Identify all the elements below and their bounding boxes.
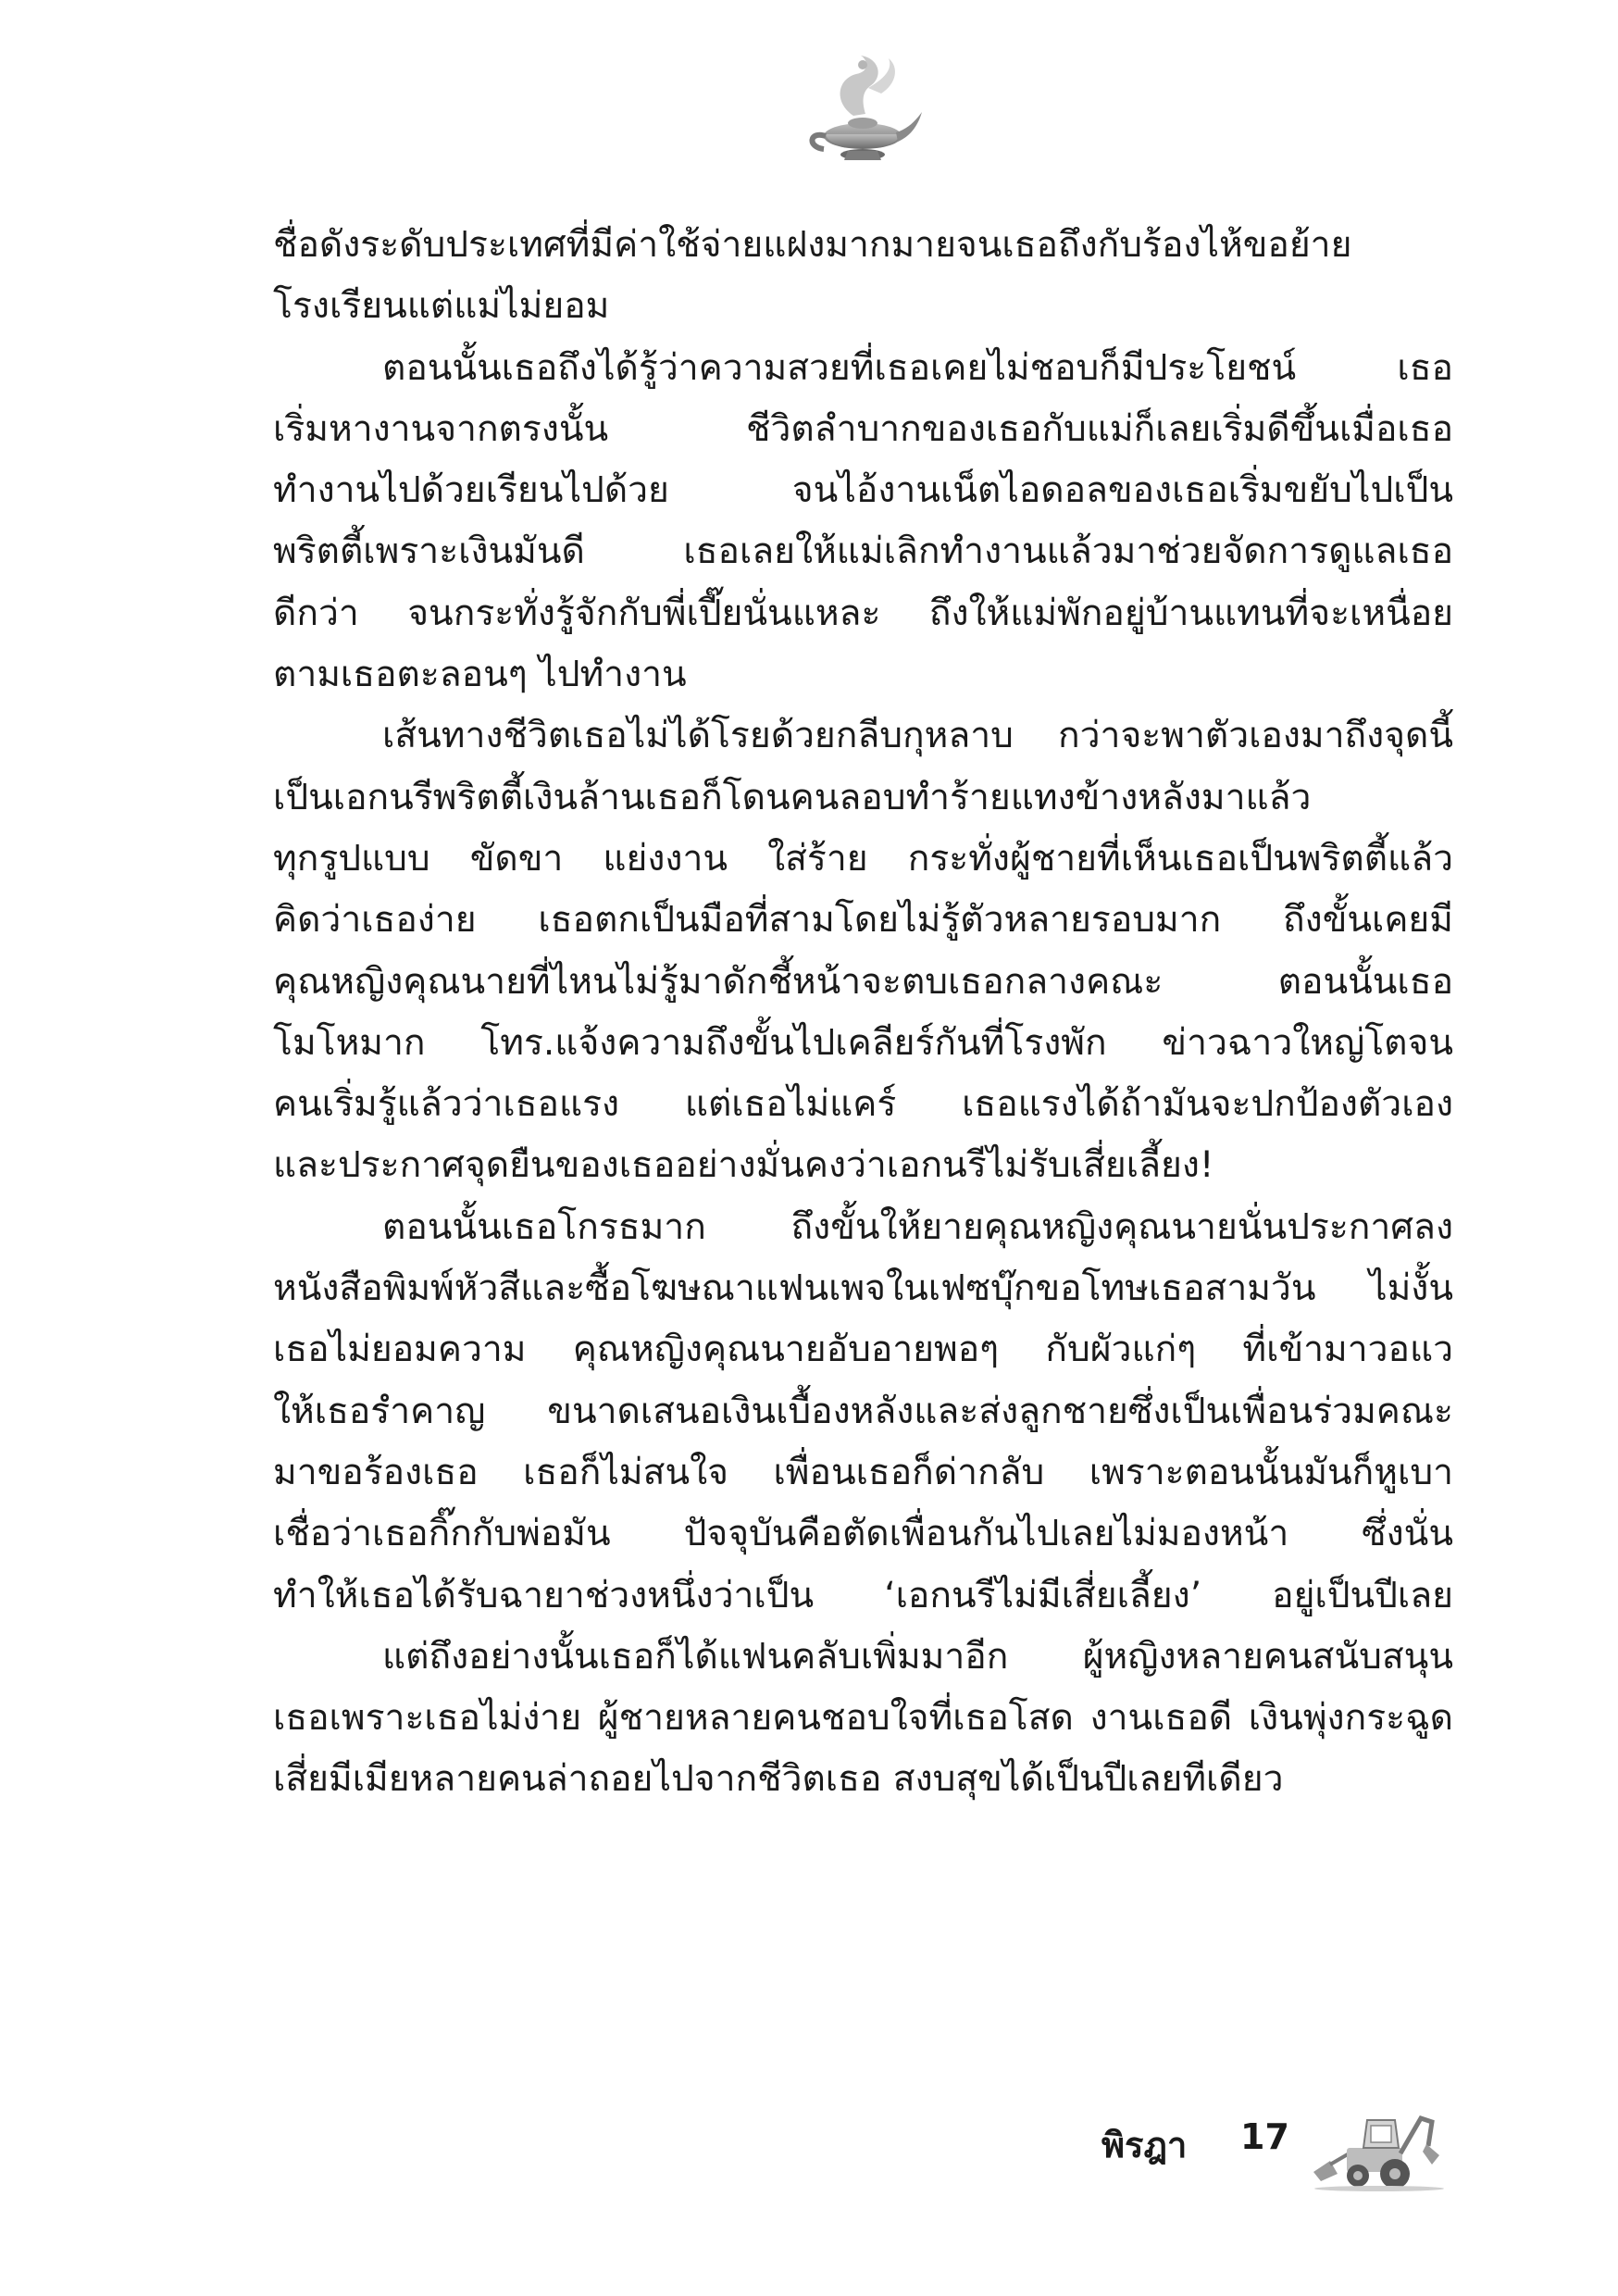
text-line: โมโหมาก โทร.แจ้งความถึงขั้นไปเคลียร์กันที่โรงพัก ข่าวฉาวใหญ่โตจน <box>273 1021 1453 1064</box>
text-line: ตามเธอตะลอนๆ ไปทำงาน <box>273 654 687 696</box>
text-line: ตอนนั้นเธอโกรธมาก ถึงขั้นให้ยายคุณหญิงคุณนายนั่นประกาศลง <box>382 1205 1453 1248</box>
text-line: และประกาศจุดยืนของเธออย่างมั่นคงว่าเอกนรีไม่รับเสี่ยเลี้ยง! <box>273 1144 1214 1187</box>
text-line: ให้เธอรำคาญ ขนาดเสนอเงินเบื้องหลังและส่งลูกชายซึ่งเป็นเพื่อนร่วมคณะ <box>273 1390 1453 1432</box>
text-line: ทำให้เธอได้รับฉายาช่วงหนึ่งว่าเป็น ‘เอกนรีไม่มีเสี่ยเลี้ยง’ อยู่เป็นปีเลย <box>273 1574 1453 1616</box>
body-text <box>273 215 1453 1811</box>
text-line: เธอเพราะเธอไม่ง่าย ผู้ชายหลายคนชอบใจที่เธอโสด งานเธอดี เงินพุ่งกระฉูด <box>273 1697 1453 1740</box>
text-line: เชื่อว่าเธอกิ๊กกับพ่อมัน ปัจจุบันคือตัดเพื่อนกันไปเลยไม่มองหน้า ซึ่งนั่น <box>273 1513 1453 1555</box>
text-line: เธอไม่ยอมความ คุณหญิงคุณนายอับอายพอๆ กับผัวแก่ๆ ที่เข้ามาวอแว <box>273 1329 1453 1371</box>
text-line: มาขอร้องเธอ เธอก็ไม่สนใจ เพื่อนเธอก็ด่ากลับ เพราะตอนนั้นมันก็หูเบา <box>273 1451 1453 1493</box>
text-line: ตอนนั้นเธอถึงได้รู้ว่าความสวยที่เธอเคยไม่ชอบก็มีประโยชน์ เธอ <box>382 346 1453 389</box>
text-line: เสี่ยมีเมียหลายคนล่าถอยไปจากชีวิตเธอ สงบสุขได้เป็นปีเลยทีเดียว <box>273 1758 1284 1801</box>
text-line: คิดว่าเธอง่าย เธอตกเป็นมือที่สามโดยไม่รู้ตัวหลายรอบมาก ถึงขั้นเคยมี <box>273 899 1453 942</box>
text-line: เริ่มหางานจากตรงนั้น ชีวิตลำบากของเธอกับแม่ก็เลยเริ่มดีขึ้นเมื่อเธอ <box>273 407 1453 450</box>
page-number: 17 <box>1240 2116 1289 2157</box>
text-line: แต่ถึงอย่างนั้นเธอก็ได้แฟนคลับเพิ่มมาอีก ผู้หญิงหลายคนสนับสนุน <box>382 1635 1453 1678</box>
text-line: โรงเรียนแต่แม่ไม่ยอม <box>273 285 610 328</box>
page-footer <box>1092 2100 1481 2202</box>
text-line: คนเริ่มรู้แล้วว่าเธอแรง แต่เธอไม่แคร์ เธอแรงได้ถ้ามันจะปกป้องตัวเอง <box>273 1083 1453 1126</box>
book-title: พิรฎา <box>1101 2125 1188 2165</box>
text-line: ทุกรูปแบบ ขัดขา แย่งงาน ใส่ร้าย กระทั่งผู้ชายที่เห็นเธอเป็นพริตตี้แล้ว <box>273 837 1453 880</box>
backhoe-tractor-icon <box>1310 2100 1449 2192</box>
text-line: หนังสือพิมพ์หัวสีและซื้อโฆษณาแฟนเพจในเฟซบุ๊กขอโทษเธอสามวัน ไม่งั้น <box>273 1267 1453 1310</box>
text-line: ทำงานไปด้วยเรียนไปด้วย จนไอ้งานเน็ตไอดอลของเธอเริ่มขยับไปเป็น <box>273 469 1453 512</box>
text-line: ดีกว่า จนกระทั่งรู้จักกับพี่เปี๊ยนั่นแหละ ถึงให้แม่พักอยู่บ้านแทนที่จะเหนื่อย <box>273 592 1453 634</box>
text-line: คุณหญิงคุณนายที่ไหนไม่รู้มาดักชี้หน้าจะตบเธอกลางคณะ ตอนนั้นเธอ <box>273 960 1453 1003</box>
text-line: เส้นทางชีวิตเธอไม่ได้โรยด้วยกลีบกุหลาบ กว่าจะพาตัวเองมาถึงจุดนี้ <box>382 715 1453 757</box>
text-line: เป็นเอกนรีพริตตี้เงินล้านเธอก็โดนคนลอบทำร้ายแทงข้างหลังมาแล้ว <box>273 776 1312 818</box>
text-line: พริตตี้เพราะเงินมันดี เธอเลยให้แม่เลิกทำงานแล้วมาช่วยจัดการดูแลเธอ <box>273 530 1453 573</box>
genie-lamp-icon <box>796 51 926 171</box>
text-line: ชื่อดังระดับประเทศที่มีค่าใช้จ่ายแฝงมากมายจนเธอถึงกับร้องไห้ขอย้าย <box>273 224 1352 266</box>
